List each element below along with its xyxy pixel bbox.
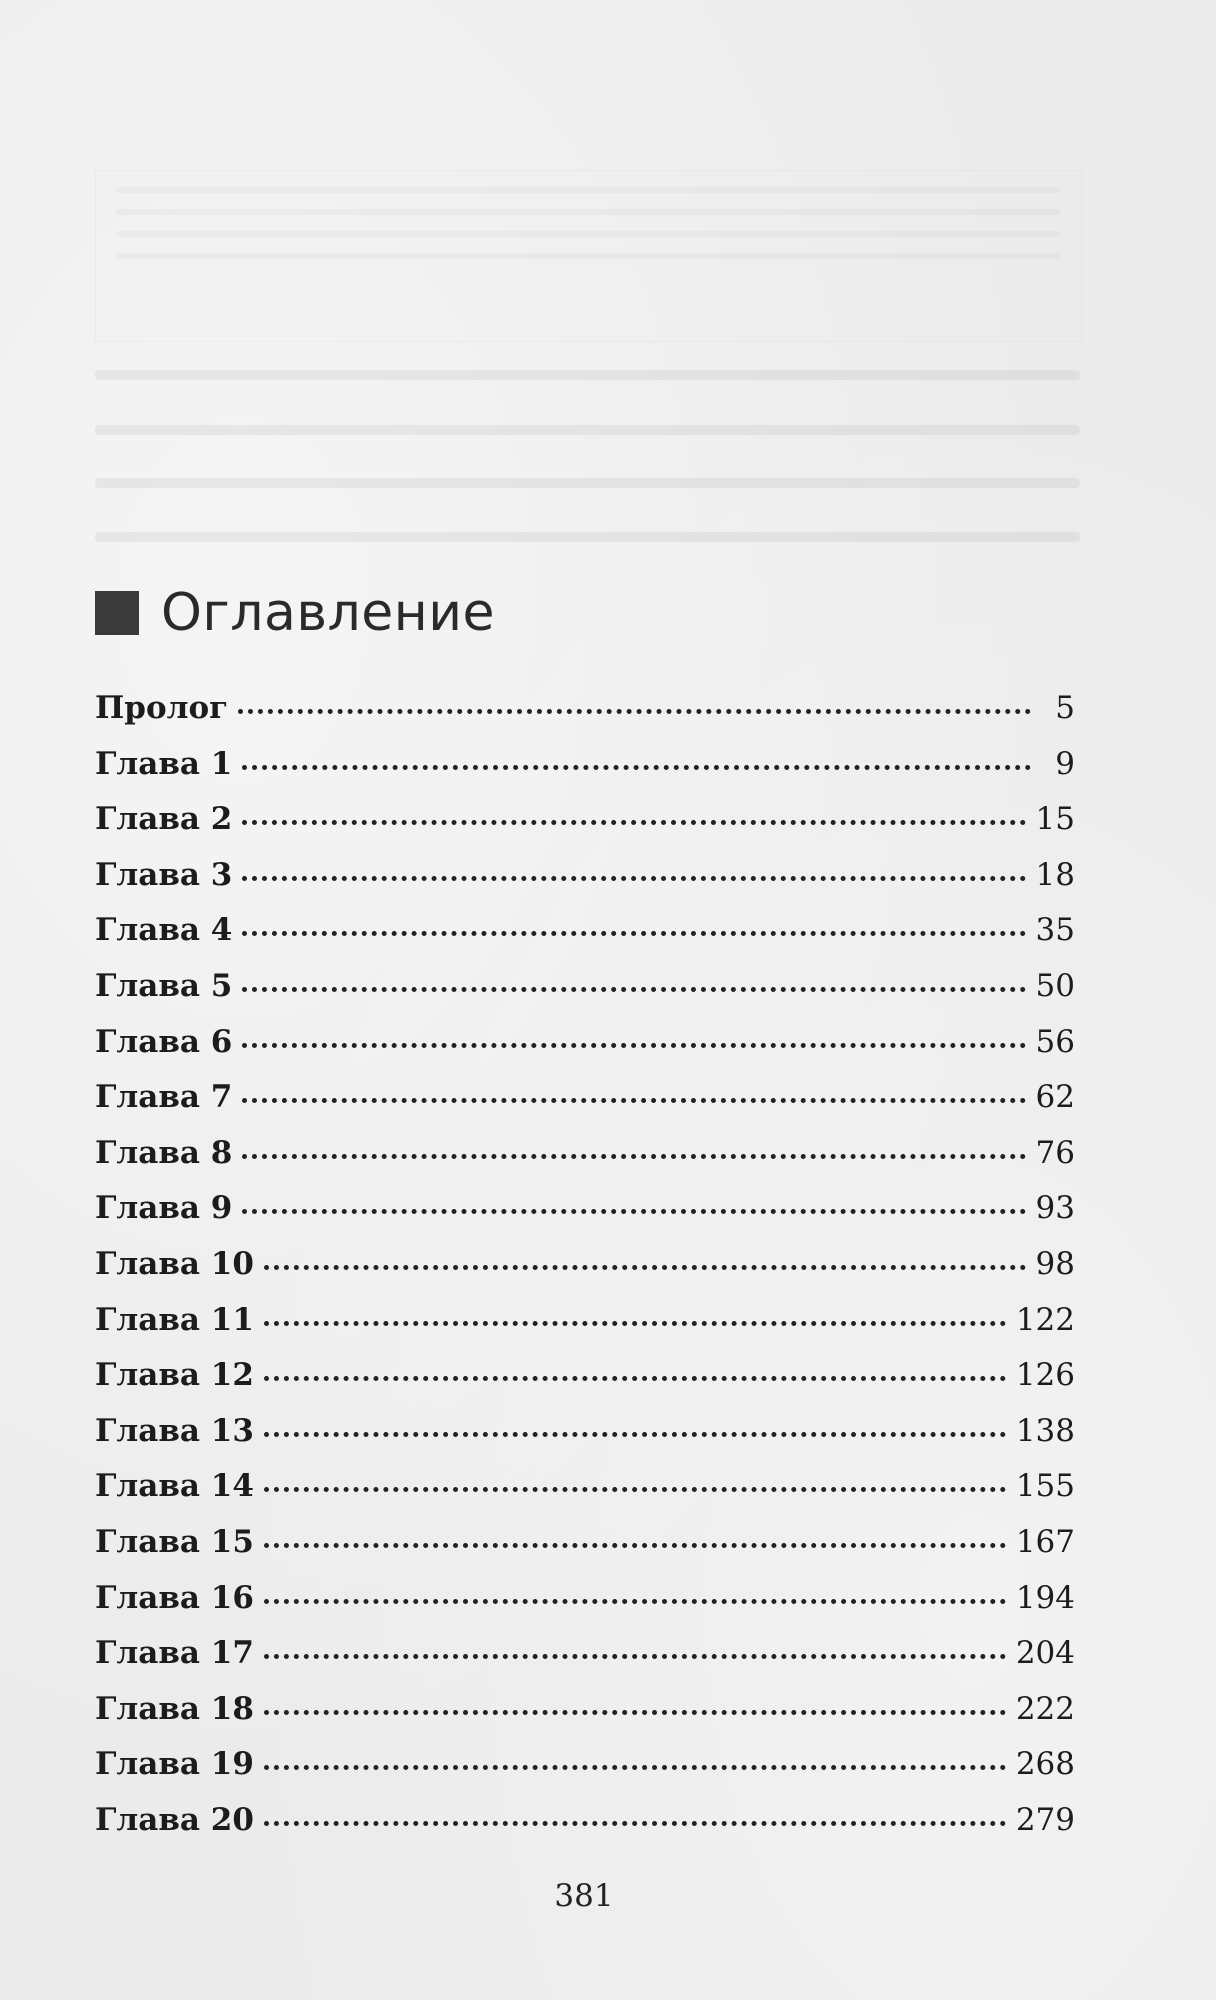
toc-entry-page: 15 [1035,801,1075,838]
toc-entry [95,688,1075,744]
dot-leader [264,1426,1006,1437]
toc-entry-label: Глава 3 [95,856,233,893]
toc-entry-label: Глава 14 [95,1468,254,1505]
dot-leader [238,703,1031,714]
toc-entry [95,855,1075,911]
toc-entry-label: Глава 16 [95,1579,254,1616]
toc-entry-page: 122 [1015,1301,1075,1338]
dot-leader [264,1593,1006,1604]
toc-entry [95,1633,1075,1689]
toc-entry-label: Глава 9 [95,1190,233,1227]
toc-entry-page: 279 [1015,1801,1075,1838]
toc-entry-page: 9 [1055,745,1075,782]
toc-entry-label: Глава 6 [95,1023,233,1060]
dot-leader [242,870,1025,881]
toc-entry-label: Глава 17 [95,1635,254,1672]
dot-leader [264,1759,1006,1770]
toc-entry-page: 194 [1015,1579,1075,1616]
toc-entry-label: Глава 1 [95,745,233,782]
table-of-contents [95,688,1075,1855]
toc-entry-label: Глава 13 [95,1412,254,1449]
dot-leader [264,1315,1006,1326]
toc-entry [95,1355,1075,1411]
dot-leader [242,1203,1025,1214]
toc-entry-label: Глава 20 [95,1801,254,1838]
toc-entry [95,1744,1075,1800]
toc-entry-page: 50 [1035,967,1075,1004]
toc-entry-label: Глава 19 [95,1746,254,1783]
dot-leader [242,925,1025,936]
toc-entry [95,799,1075,855]
toc-entry [95,1522,1075,1578]
toc-entry-page: 5 [1055,690,1075,726]
bleed-through-line [95,478,1080,488]
toc-entry-page: 35 [1035,912,1075,949]
dot-leader [264,1648,1006,1659]
toc-entry-label: Глава 8 [95,1134,233,1171]
toc-entry-label: Глава 10 [95,1245,254,1282]
toc-entry-label: Глава 5 [95,967,233,1004]
toc-entry [95,1300,1075,1356]
toc-entry-page: 93 [1035,1190,1075,1227]
toc-entry-page: 98 [1035,1245,1075,1282]
toc-entry-label: Глава 12 [95,1357,254,1394]
toc-entry-label: Глава 7 [95,1079,233,1116]
dot-leader [264,1815,1006,1826]
toc-entry-label: Пролог [95,690,229,726]
toc-entry-label: Глава 18 [95,1690,254,1727]
toc-entry [95,1411,1075,1467]
toc-entry [95,966,1075,1022]
toc-entry-page: 268 [1015,1746,1075,1783]
dot-leader [264,1704,1006,1715]
toc-entry-page: 138 [1015,1412,1075,1449]
bleed-through-line [95,532,1080,542]
toc-entry [95,1578,1075,1634]
bleed-through-box [95,170,1082,342]
toc-entry [95,1800,1075,1856]
toc-entry [95,1022,1075,1078]
toc-entry-label: Глава 2 [95,801,233,838]
toc-entry-page: 62 [1035,1079,1075,1116]
toc-entry [95,1466,1075,1522]
toc-entry-page: 76 [1035,1134,1075,1171]
toc-entry [95,1133,1075,1189]
dot-leader [264,1537,1006,1548]
toc-entry [95,1188,1075,1244]
page-number: 381 [554,1878,614,1914]
dot-leader [242,981,1025,992]
toc-entry-page: 18 [1035,856,1075,893]
toc-entry [95,1077,1075,1133]
toc-heading [95,583,495,643]
heading-square-icon [95,591,139,635]
toc-entry-page: 126 [1015,1357,1075,1394]
dot-leader [242,1092,1025,1103]
toc-entry [95,744,1075,800]
toc-entry-page: 167 [1015,1523,1075,1560]
dot-leader [242,1148,1025,1159]
toc-entry-label: Глава 15 [95,1523,254,1560]
toc-entry-page: 56 [1035,1023,1075,1060]
bleed-through-line [95,370,1080,380]
dot-leader [242,1037,1025,1048]
toc-entry [95,910,1075,966]
toc-title: Оглавление [161,583,496,643]
dot-leader [264,1370,1006,1381]
toc-entry [95,1244,1075,1300]
dot-leader [242,759,1031,770]
toc-entry [95,1689,1075,1745]
toc-entry-page: 155 [1015,1468,1075,1505]
dot-leader [264,1481,1006,1492]
toc-entry-page: 204 [1015,1635,1075,1672]
bleed-through-line [95,425,1080,435]
dot-leader [264,1259,1026,1270]
toc-entry-label: Глава 11 [95,1301,254,1338]
toc-entry-label: Глава 4 [95,912,233,949]
dot-leader [242,814,1025,825]
toc-entry-page: 222 [1015,1690,1075,1727]
